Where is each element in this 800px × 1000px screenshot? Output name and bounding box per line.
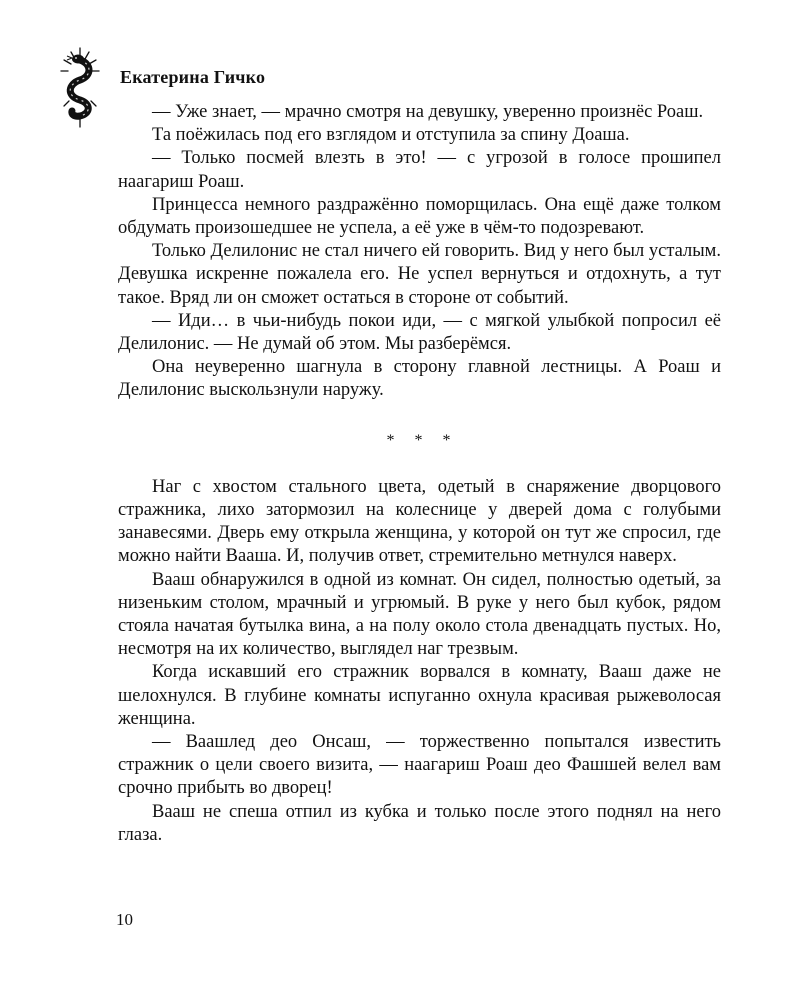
paragraph: Вааш не спеша отпил из кубка и только после этого поднял на него глаза. (118, 801, 721, 845)
paragraph: — Иди… в чьи-нибудь покои иди, — с мягкой улыбкой попросил её Делилонис. — Не думай об этом. Мы разберёмся. (118, 310, 721, 355)
paragraph: Вааш обнаружился в одной из комнат. Он сидел, полностью одетый, за низеньким столом, мрачный и угрюмый. В руке у него был кубок, рядом стояла начатая бутылка вина, а на полу около стола двенадцать пустых. Но, несмотря на их количество, выглядел наг трезвым. (118, 569, 721, 660)
main-text (118, 101, 721, 847)
paragraph: Принцесса немного раздражённо поморщилась. Она ещё даже толком обдумать произошедшее не успела, а её уже в чём-то подозревают. (118, 194, 721, 239)
paragraph: Та поёжилась под его взглядом и отступила за спину Доаша. (152, 125, 630, 146)
scene-separator: * * * (386, 431, 459, 449)
paragraph: Только Делилонис не стал ничего ей говорить. Вид у него был усталым. Девушка искренне пожалела его. Не успел вернуться и отдохнуть, а тут такое. Вряд ли он сможет остаться в стороне от событий. (118, 241, 721, 308)
paragraph: — Уже знает, — мрачно смотря на девушку, уверенно произнёс Роаш. (152, 102, 704, 122)
paragraph: — Только посмей влезть в это! — с угрозой в голосе прошипел наагариш Роаш. (118, 148, 721, 192)
snake-icon (54, 44, 106, 130)
paragraph: Наг с хвостом стального цвета, одетый в снаряжение дворцового стражника, лихо затормозил на колеснице у дверей дома с голубыми занавесями. Дверь ему открыла женщина, у которой он тут же спросил, где можно найти Вааша. И, получив ответ, стремительно метнулся наверх. (118, 476, 721, 567)
paragraph: Когда искавший его стражник ворвался в комнату, Вааш даже не шелохнулся. В глубине комнаты испуганно охнула красивая рыжеволосая женщина. (118, 662, 721, 729)
author-name: Екатерина Гичко (120, 67, 266, 87)
paragraph: Она неуверенно шагнула в сторону главной лестницы. А Роаш и Делилонис выскользнули наружу. (118, 357, 721, 401)
page-number: 10 (116, 910, 133, 929)
paragraph: — Ваашлед део Онсаш, — торжественно попытался известить стражник о цели своего визита, — наагариш Роаш део Фашшей велел вам срочно прибыть во дворец! (118, 732, 721, 799)
